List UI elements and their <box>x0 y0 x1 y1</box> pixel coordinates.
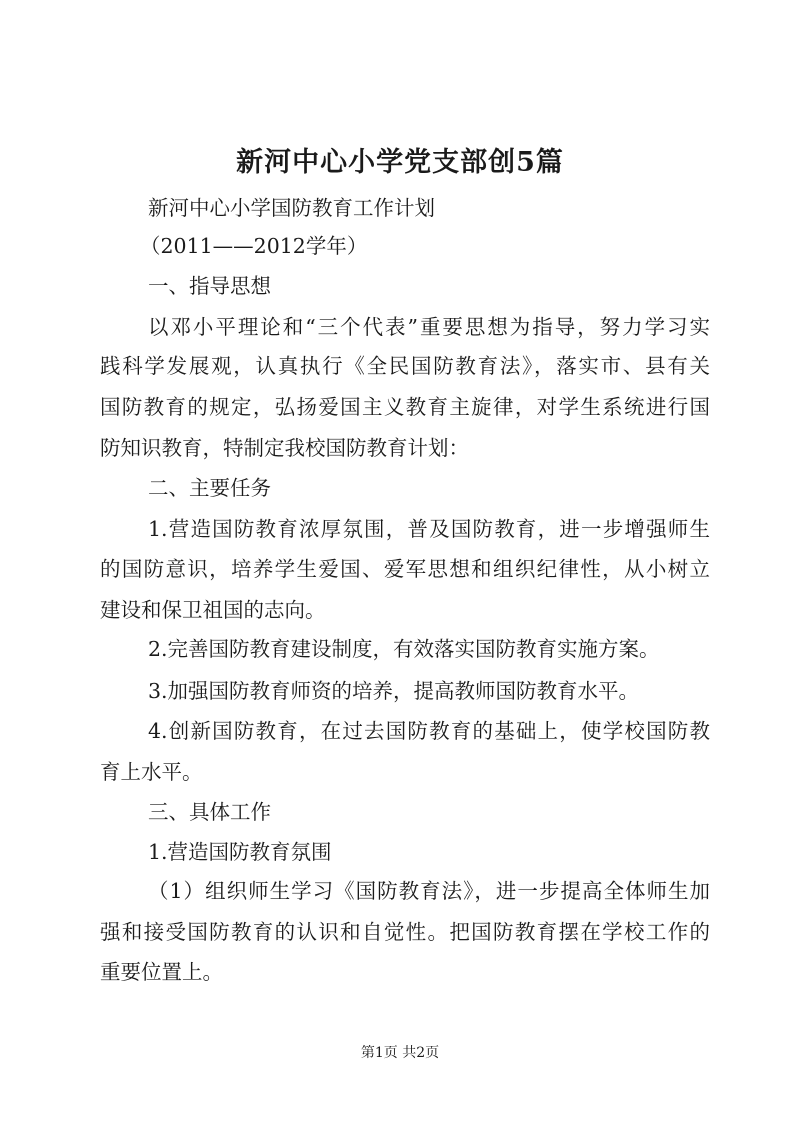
document-title: 新河中心小学党支部创5篇 <box>236 147 564 178</box>
paragraph-line: 的国防意识，培养学生爱国、爱军思想和组织纪律性，从小树立 <box>100 557 710 581</box>
school-year-line: （2011——2012学年） <box>140 234 368 258</box>
paragraph-line: 1.营造国防教育浓厚氛围，普及国防教育，进一步增强师生 <box>148 517 710 541</box>
plan-heading: 新河中心小学国防教育工作计划 <box>148 196 435 220</box>
subsection-heading: 1.营造国防教育氛围 <box>148 840 332 864</box>
paragraph-line: 重要位置上。 <box>100 960 223 984</box>
paragraph-line: 3.加强国防教育师资的培养，提高教师国防教育水平。 <box>148 679 640 703</box>
paragraph-line: 4.创新国防教育，在过去国防教育的基础上，使学校国防教 <box>148 719 710 743</box>
paragraph-line: 以邓小平理论和“三个代表”重要思想为指导，努力学习实 <box>148 315 710 339</box>
paragraph-line: 强和接受国防教育的认识和自觉性。把国防教育摆在学校工作的 <box>100 920 710 944</box>
section-heading-guiding-thought: 一、指导思想 <box>148 274 271 298</box>
section-heading-main-tasks: 二、主要任务 <box>148 476 271 500</box>
paragraph-line: 建设和保卫祖国的志向。 <box>100 598 326 622</box>
page-footer: 第1页 共2页 <box>360 1045 440 1061</box>
paragraph-line: 育上水平。 <box>100 760 203 784</box>
paragraph-line: （1）组织师生学习《国防教育法》，进一步提高全体师生加 <box>148 879 710 903</box>
paragraph-line: 2.完善国防教育建设制度，有效落实国防教育实施方案。 <box>148 637 660 661</box>
section-heading-specific-work: 三、具体工作 <box>148 800 271 824</box>
paragraph-line: 防知识教育，特制定我校国防教育计划： <box>100 436 469 460</box>
paragraph-line: 国防教育的规定，弘扬爱国主义教育主旋律，对学生系统进行国 <box>100 395 710 419</box>
paragraph-line: 践科学发展观，认真执行《全民国防教育法》，落实市、县有关 <box>100 354 710 378</box>
